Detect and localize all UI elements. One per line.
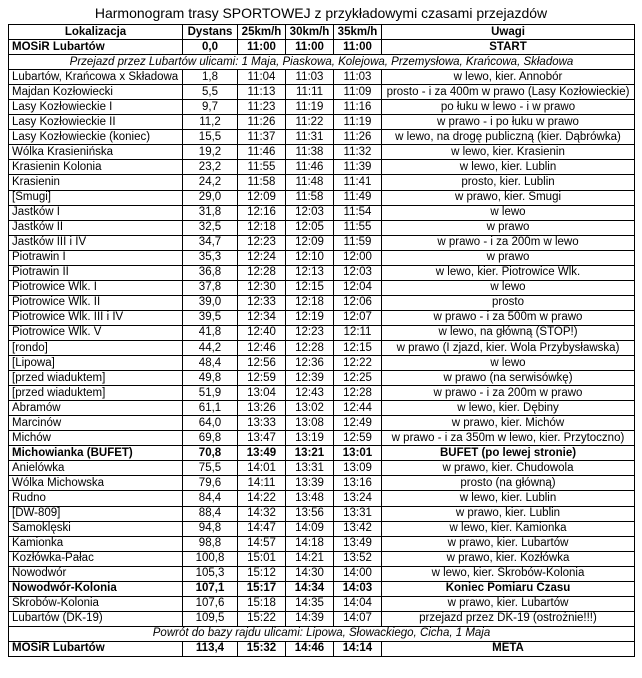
location-cell: Anielówka [9, 461, 183, 476]
time-30-cell: 13:02 [286, 401, 334, 416]
time-25-cell: 14:22 [238, 491, 286, 506]
location-cell: Majdan Kozłowiecki [9, 85, 183, 100]
distance-cell: 49,8 [183, 371, 238, 386]
header-35kmh: 35km/h [334, 25, 382, 40]
remarks-cell: w lewo [382, 280, 635, 295]
table-row [9, 386, 635, 401]
table-row [9, 250, 635, 265]
remarks-cell: w lewo, na główną (STOP!) [382, 325, 635, 340]
route-note: Przejazd przez Lubartów ulicami: 1 Maja, Piaskowa, Kolejowa, Przemysłowa, Krańcowa, Składowa [9, 55, 635, 70]
remarks-cell: w lewo, kier. Skrobów-Kolonia [382, 566, 635, 581]
time-25-cell: 14:32 [238, 506, 286, 521]
location-cell: [Lipowa] [9, 356, 183, 371]
time-25-cell: 15:17 [238, 581, 286, 596]
time-25-cell: 11:46 [238, 145, 286, 160]
distance-cell: 36,8 [183, 265, 238, 280]
time-25-cell: 12:40 [238, 325, 286, 340]
time-25-cell: 14:47 [238, 521, 286, 536]
distance-cell: 31,8 [183, 205, 238, 220]
location-cell: Abramów [9, 401, 183, 416]
time-30-cell: 12:10 [286, 250, 334, 265]
header-remarks: Uwagi [382, 25, 635, 40]
time-35-cell: 13:49 [334, 536, 382, 551]
distance-cell: 5,5 [183, 85, 238, 100]
remarks-cell: Koniec Pomiaru Czasu [382, 581, 635, 596]
header-distance: Dystans [183, 25, 238, 40]
time-35-cell: 12:22 [334, 356, 382, 371]
location-cell: Nowodwór-Kolonia [9, 581, 183, 596]
distance-cell: 37,8 [183, 280, 238, 295]
time-30-cell: 14:09 [286, 521, 334, 536]
time-25-cell: 15:01 [238, 551, 286, 566]
remarks-cell: BUFET (po lewej stronie) [382, 446, 635, 461]
remarks-cell: w lewo [382, 205, 635, 220]
time-30-cell: 11:38 [286, 145, 334, 160]
distance-cell: 39,5 [183, 310, 238, 325]
location-cell: Kozłówka-Pałac [9, 551, 183, 566]
table-row [9, 340, 635, 355]
remarks-cell: w prawo, kier. Kozłówka [382, 551, 635, 566]
distance-cell: 41,8 [183, 325, 238, 340]
table-row [9, 521, 635, 536]
table-row [9, 175, 635, 190]
remarks-cell: w prawo, kier. Chudowola [382, 461, 635, 476]
route-note-row [9, 626, 635, 641]
time-35-cell: 13:09 [334, 461, 382, 476]
time-30-cell: 14:34 [286, 581, 334, 596]
location-cell: Krasienin Kolonia [9, 160, 183, 175]
time-30-cell: 12:03 [286, 205, 334, 220]
time-25-cell: 12:59 [238, 371, 286, 386]
table-row [9, 100, 635, 115]
location-cell: Jastków III i IV [9, 235, 183, 250]
time-25-cell: 13:26 [238, 401, 286, 416]
remarks-cell: prosto (na główną) [382, 476, 635, 491]
schedule-body [9, 40, 635, 657]
time-35-cell: 11:26 [334, 130, 382, 145]
remarks-cell: START [382, 40, 635, 55]
time-35-cell: 13:01 [334, 446, 382, 461]
location-cell: Rudno [9, 491, 183, 506]
distance-cell: 105,3 [183, 566, 238, 581]
table-row [9, 115, 635, 130]
remarks-cell: w lewo, kier. Dębiny [382, 401, 635, 416]
table-row [9, 551, 635, 566]
table-row [9, 401, 635, 416]
time-35-cell: 13:16 [334, 476, 382, 491]
table-row [9, 536, 635, 551]
time-35-cell: 11:19 [334, 115, 382, 130]
remarks-cell: po łuku w lewo - i w prawo [382, 100, 635, 115]
location-cell: Lasy Kozłowieckie I [9, 100, 183, 115]
distance-cell: 69,8 [183, 431, 238, 446]
time-25-cell: 11:55 [238, 160, 286, 175]
location-cell: Piotrowice Wlk. III i IV [9, 310, 183, 325]
time-30-cell: 12:39 [286, 371, 334, 386]
table-row [9, 611, 635, 626]
location-cell: Piotrowice Wlk. I [9, 280, 183, 295]
table-row [9, 491, 635, 506]
time-35-cell: 11:09 [334, 85, 382, 100]
time-30-cell: 11:00 [286, 40, 334, 55]
time-25-cell: 15:12 [238, 566, 286, 581]
time-25-cell: 13:49 [238, 446, 286, 461]
location-cell: Michowianka (BUFET) [9, 446, 183, 461]
distance-cell: 32,5 [183, 220, 238, 235]
table-row [9, 506, 635, 521]
table-row [9, 145, 635, 160]
time-30-cell: 12:13 [286, 265, 334, 280]
remarks-cell: w prawo, kier. Lublin [382, 506, 635, 521]
time-30-cell: 14:39 [286, 611, 334, 626]
table-row [9, 310, 635, 325]
table-row [9, 295, 635, 310]
remarks-cell: w prawo (na serwisówkę) [382, 371, 635, 386]
time-25-cell: 11:58 [238, 175, 286, 190]
location-cell: Wólka Krasienińska [9, 145, 183, 160]
remarks-cell: w prawo - i za 200m w lewo [382, 235, 635, 250]
distance-cell: 84,4 [183, 491, 238, 506]
time-30-cell: 13:21 [286, 446, 334, 461]
distance-cell: 70,8 [183, 446, 238, 461]
location-cell: Jastków I [9, 205, 183, 220]
time-35-cell: 12:04 [334, 280, 382, 295]
time-25-cell: 12:33 [238, 295, 286, 310]
location-cell: Lasy Kozłowieckie II [9, 115, 183, 130]
header-row [9, 25, 635, 40]
location-cell: Krasienin [9, 175, 183, 190]
distance-cell: 24,2 [183, 175, 238, 190]
table-row [9, 265, 635, 280]
time-30-cell: 11:58 [286, 190, 334, 205]
remarks-cell: w lewo, kier. Piotrowice Wlk. [382, 265, 635, 280]
remarks-cell: w lewo [382, 356, 635, 371]
remarks-cell: w prawo - i za 500m w prawo [382, 310, 635, 325]
time-30-cell: 12:28 [286, 340, 334, 355]
time-35-cell: 12:59 [334, 431, 382, 446]
time-25-cell: 14:01 [238, 461, 286, 476]
location-cell: [przed wiaduktem] [9, 386, 183, 401]
time-25-cell: 12:23 [238, 235, 286, 250]
time-30-cell: 12:18 [286, 295, 334, 310]
table-row [9, 596, 635, 611]
location-cell: Michów [9, 431, 183, 446]
time-25-cell: 13:47 [238, 431, 286, 446]
distance-cell: 19,2 [183, 145, 238, 160]
time-30-cell: 11:19 [286, 100, 334, 115]
time-25-cell: 11:04 [238, 70, 286, 85]
time-30-cell: 12:43 [286, 386, 334, 401]
table-row [9, 446, 635, 461]
time-30-cell: 12:09 [286, 235, 334, 250]
schedule-table [8, 24, 635, 657]
time-30-cell: 11:31 [286, 130, 334, 145]
time-30-cell: 14:46 [286, 641, 334, 656]
time-30-cell: 13:19 [286, 431, 334, 446]
time-35-cell: 14:07 [334, 611, 382, 626]
time-35-cell: 12:06 [334, 295, 382, 310]
time-35-cell: 14:04 [334, 596, 382, 611]
time-30-cell: 14:30 [286, 566, 334, 581]
table-row [9, 356, 635, 371]
location-cell: Lasy Kozłowieckie (koniec) [9, 130, 183, 145]
location-cell: [rondo] [9, 340, 183, 355]
time-35-cell: 11:00 [334, 40, 382, 55]
time-35-cell: 13:42 [334, 521, 382, 536]
table-row [9, 220, 635, 235]
table-row [9, 325, 635, 340]
time-35-cell: 11:03 [334, 70, 382, 85]
distance-cell: 51,9 [183, 386, 238, 401]
time-35-cell: 12:44 [334, 401, 382, 416]
distance-cell: 35,3 [183, 250, 238, 265]
location-cell: Marcinów [9, 416, 183, 431]
time-25-cell: 12:56 [238, 356, 286, 371]
distance-cell: 39,0 [183, 295, 238, 310]
time-30-cell: 11:46 [286, 160, 334, 175]
distance-cell: 98,8 [183, 536, 238, 551]
time-35-cell: 13:52 [334, 551, 382, 566]
remarks-cell: w prawo - i po łuku w prawo [382, 115, 635, 130]
time-25-cell: 12:28 [238, 265, 286, 280]
remarks-cell: w prawo, kier. Lubartów [382, 596, 635, 611]
table-row [9, 431, 635, 446]
time-30-cell: 12:05 [286, 220, 334, 235]
distance-cell: 1,8 [183, 70, 238, 85]
table-row [9, 641, 635, 656]
distance-cell: 109,5 [183, 611, 238, 626]
remarks-cell: w prawo [382, 250, 635, 265]
location-cell: MOSiR Lubartów [9, 40, 183, 55]
distance-cell: 88,4 [183, 506, 238, 521]
distance-cell: 44,2 [183, 340, 238, 355]
remarks-cell: prosto, kier. Lublin [382, 175, 635, 190]
location-cell: Lubartów (DK-19) [9, 611, 183, 626]
table-row [9, 205, 635, 220]
location-cell: Skrobów-Kolonia [9, 596, 183, 611]
location-cell: Kamionka [9, 536, 183, 551]
time-35-cell: 11:54 [334, 205, 382, 220]
table-row [9, 581, 635, 596]
time-25-cell: 11:37 [238, 130, 286, 145]
location-cell: Jastków II [9, 220, 183, 235]
time-30-cell: 13:39 [286, 476, 334, 491]
location-cell: Samoklęski [9, 521, 183, 536]
table-row [9, 235, 635, 250]
time-30-cell: 14:18 [286, 536, 334, 551]
table-row [9, 280, 635, 295]
time-25-cell: 15:18 [238, 596, 286, 611]
location-cell: Piotrawin I [9, 250, 183, 265]
remarks-cell: przejazd przez DK-19 (ostrożnie!!!) [382, 611, 635, 626]
time-35-cell: 11:32 [334, 145, 382, 160]
location-cell: [DW-809] [9, 506, 183, 521]
time-35-cell: 14:00 [334, 566, 382, 581]
time-25-cell: 11:23 [238, 100, 286, 115]
distance-cell: 9,7 [183, 100, 238, 115]
time-30-cell: 13:31 [286, 461, 334, 476]
time-25-cell: 13:33 [238, 416, 286, 431]
table-row [9, 416, 635, 431]
time-25-cell: 14:11 [238, 476, 286, 491]
remarks-cell: w lewo, kier. Annobór [382, 70, 635, 85]
time-30-cell: 12:23 [286, 325, 334, 340]
location-cell: [Smugi] [9, 190, 183, 205]
header-30kmh: 30km/h [286, 25, 334, 40]
time-30-cell: 13:08 [286, 416, 334, 431]
remarks-cell: w lewo, na drogę publiczną (kier. Dąbrówka) [382, 130, 635, 145]
table-row [9, 566, 635, 581]
remarks-cell: META [382, 641, 635, 656]
time-35-cell: 14:14 [334, 641, 382, 656]
distance-cell: 107,1 [183, 581, 238, 596]
time-30-cell: 11:11 [286, 85, 334, 100]
document-title: Harmonogram trasy SPORTOWEJ z przykładowymi czasami przejazdów [94, 5, 548, 21]
time-25-cell: 12:34 [238, 310, 286, 325]
time-35-cell: 12:25 [334, 371, 382, 386]
location-cell: Nowodwór [9, 566, 183, 581]
table-row [9, 461, 635, 476]
time-30-cell: 12:36 [286, 356, 334, 371]
time-35-cell: 12:15 [334, 340, 382, 355]
table-row [9, 70, 635, 85]
distance-cell: 11,2 [183, 115, 238, 130]
location-cell: Wólka Michowska [9, 476, 183, 491]
time-35-cell: 12:03 [334, 265, 382, 280]
time-25-cell: 15:22 [238, 611, 286, 626]
time-30-cell: 11:48 [286, 175, 334, 190]
table-row [9, 85, 635, 100]
time-25-cell: 12:24 [238, 250, 286, 265]
time-25-cell: 11:00 [238, 40, 286, 55]
time-25-cell: 12:18 [238, 220, 286, 235]
distance-cell: 75,5 [183, 461, 238, 476]
remarks-cell: w lewo, kier. Krasienin [382, 145, 635, 160]
time-35-cell: 13:31 [334, 506, 382, 521]
header-location: Lokalizacja [9, 25, 183, 40]
time-30-cell: 11:03 [286, 70, 334, 85]
location-cell: Piotrawin II [9, 265, 183, 280]
time-35-cell: 11:55 [334, 220, 382, 235]
route-note: Powrót do bazy rajdu ulicami: Lipowa, Słowackiego, Cicha, 1 Maja [9, 626, 635, 641]
distance-cell: 64,0 [183, 416, 238, 431]
time-30-cell: 12:19 [286, 310, 334, 325]
time-25-cell: 12:30 [238, 280, 286, 295]
time-30-cell: 14:35 [286, 596, 334, 611]
time-35-cell: 12:07 [334, 310, 382, 325]
remarks-cell: w prawo, kier. Michów [382, 416, 635, 431]
time-35-cell: 12:28 [334, 386, 382, 401]
distance-cell: 107,6 [183, 596, 238, 611]
table-row [9, 160, 635, 175]
table-row [9, 130, 635, 145]
time-35-cell: 11:16 [334, 100, 382, 115]
remarks-cell: w prawo - i za 350m w lewo, kier. Przytoczno) [382, 431, 635, 446]
table-row [9, 476, 635, 491]
remarks-cell: w prawo, kier. Smugi [382, 190, 635, 205]
time-35-cell: 14:03 [334, 581, 382, 596]
remarks-cell: w prawo [382, 220, 635, 235]
distance-cell: 0,0 [183, 40, 238, 55]
time-25-cell: 13:04 [238, 386, 286, 401]
time-30-cell: 12:15 [286, 280, 334, 295]
time-30-cell: 13:56 [286, 506, 334, 521]
time-35-cell: 12:11 [334, 325, 382, 340]
distance-cell: 34,7 [183, 235, 238, 250]
location-cell: Lubartów, Krańcowa x Składowa [9, 70, 183, 85]
distance-cell: 29,0 [183, 190, 238, 205]
time-30-cell: 11:22 [286, 115, 334, 130]
time-25-cell: 11:13 [238, 85, 286, 100]
time-35-cell: 11:59 [334, 235, 382, 250]
route-note-row [9, 55, 635, 70]
remarks-cell: w lewo, kier. Lublin [382, 160, 635, 175]
location-cell: MOSiR Lubartów [9, 641, 183, 656]
distance-cell: 48,4 [183, 356, 238, 371]
remarks-cell: w prawo, kier. Lubartów [382, 536, 635, 551]
distance-cell: 61,1 [183, 401, 238, 416]
header-25kmh: 25km/h [238, 25, 286, 40]
table-row [9, 371, 635, 386]
distance-cell: 113,4 [183, 641, 238, 656]
distance-cell: 79,6 [183, 476, 238, 491]
time-25-cell: 14:57 [238, 536, 286, 551]
time-35-cell: 12:00 [334, 250, 382, 265]
remarks-cell: w prawo - i za 200m w prawo [382, 386, 635, 401]
time-35-cell: 11:39 [334, 160, 382, 175]
time-30-cell: 13:48 [286, 491, 334, 506]
remarks-cell: prosto - i za 400m w prawo (Lasy Kozłowieckie) [382, 85, 635, 100]
time-25-cell: 12:09 [238, 190, 286, 205]
location-cell: Piotrowice Wlk. II [9, 295, 183, 310]
remarks-cell: prosto [382, 295, 635, 310]
remarks-cell: w prawo (I zjazd, kier. Wola Przybysławska) [382, 340, 635, 355]
distance-cell: 94,8 [183, 521, 238, 536]
remarks-cell: w lewo, kier. Kamionka [382, 521, 635, 536]
time-25-cell: 15:32 [238, 641, 286, 656]
distance-cell: 100,8 [183, 551, 238, 566]
table-row [9, 40, 635, 55]
time-35-cell: 13:24 [334, 491, 382, 506]
location-cell: [przed wiaduktem] [9, 371, 183, 386]
distance-cell: 15,5 [183, 130, 238, 145]
time-25-cell: 11:26 [238, 115, 286, 130]
time-25-cell: 12:46 [238, 340, 286, 355]
time-35-cell: 11:41 [334, 175, 382, 190]
distance-cell: 23,2 [183, 160, 238, 175]
time-25-cell: 12:16 [238, 205, 286, 220]
table-row [9, 190, 635, 205]
location-cell: Piotrowice Wlk. V [9, 325, 183, 340]
remarks-cell: w lewo, kier. Lublin [382, 491, 635, 506]
time-35-cell: 12:49 [334, 416, 382, 431]
time-30-cell: 14:21 [286, 551, 334, 566]
time-35-cell: 11:49 [334, 190, 382, 205]
